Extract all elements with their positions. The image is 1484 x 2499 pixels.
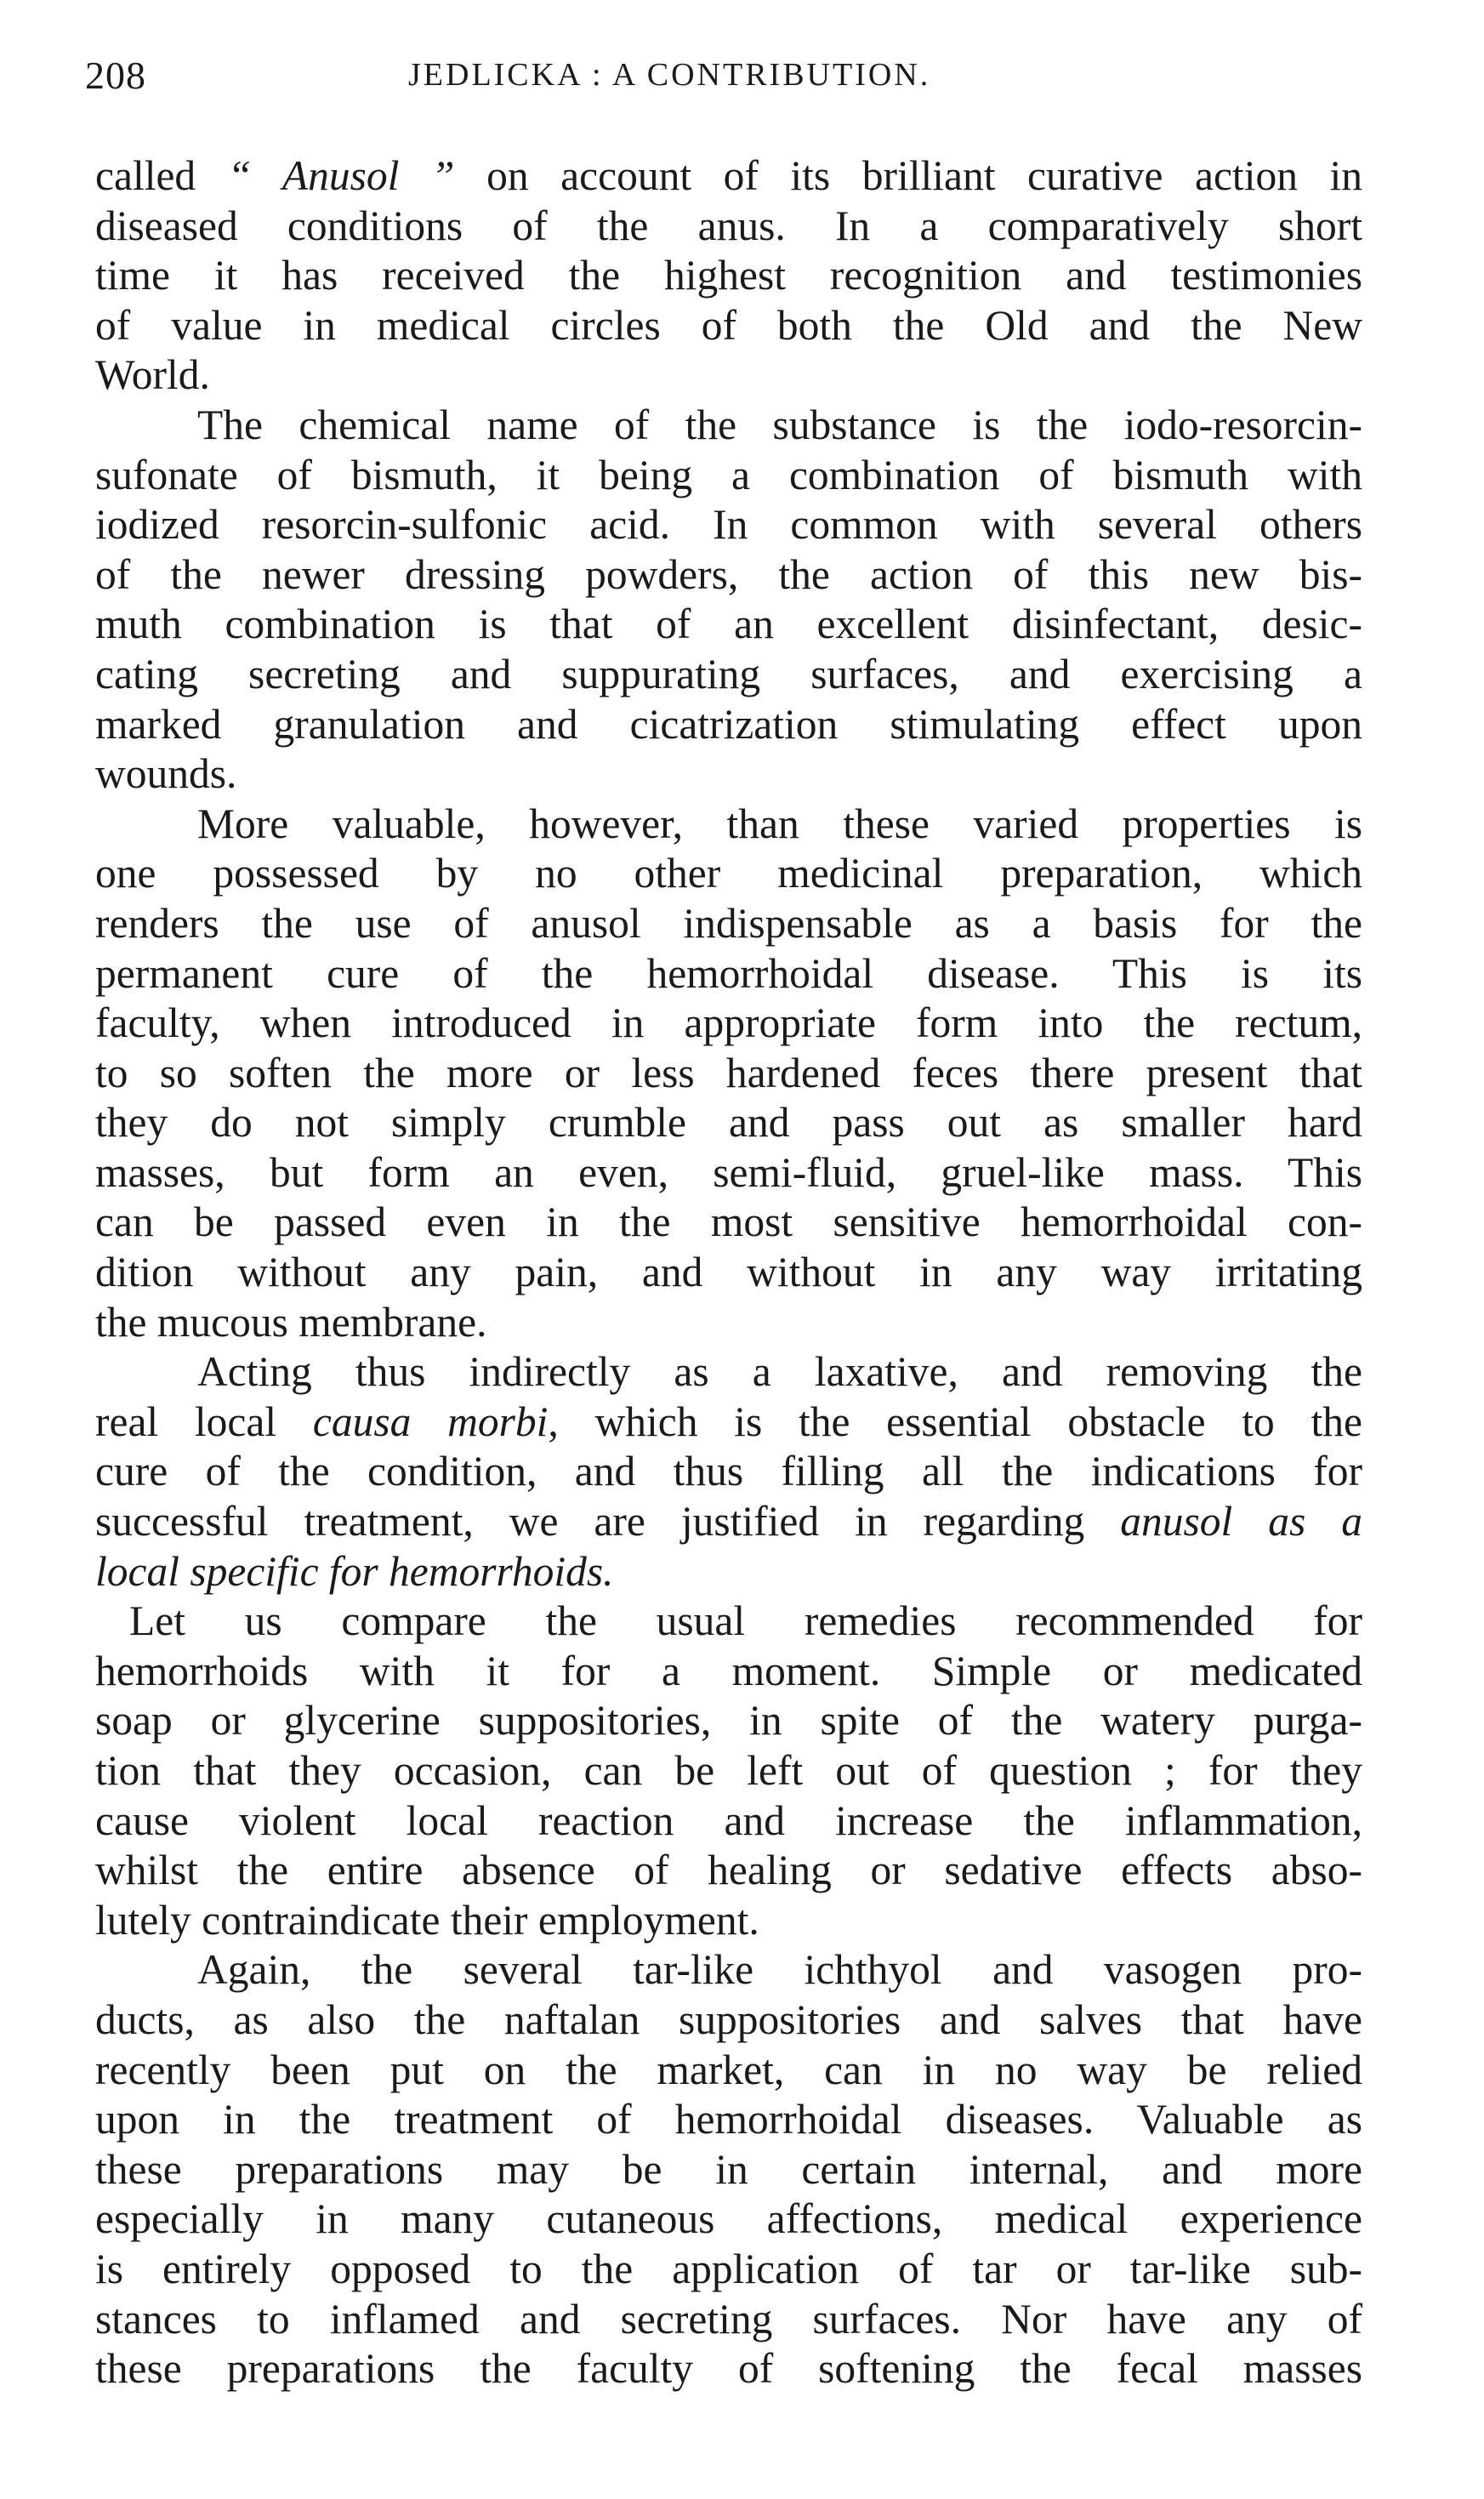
text-line: [95, 2295, 1362, 2345]
text-line: [95, 1447, 1362, 1497]
text-run: especially in many cutaneous affections, medical experience: [95, 2195, 1362, 2243]
italic-text: “ Anusol ”: [227, 152, 455, 199]
running-title: JEDLICKA : A CONTRIBUTION.: [408, 57, 931, 93]
text-line: [95, 1696, 1362, 1746]
text-line: [95, 401, 1362, 451]
text-line: [95, 1098, 1362, 1148]
text-run: time it has received the highest recognition and testimonies: [95, 252, 1362, 299]
text-line: [95, 2145, 1362, 2195]
italic-text: causa morbi: [312, 1398, 549, 1445]
text-run: iodized resorcin-sulfonic acid. In common with several others: [95, 501, 1362, 549]
text-run: the mucous membrane.: [95, 1298, 487, 1346]
text-run: they do not simply crumble and pass out as smaller hard: [95, 1099, 1362, 1147]
text-run: can be passed even in the most sensitive hemorrhoidal con-: [95, 1198, 1362, 1246]
text-line: [95, 151, 1362, 202]
text-line: [95, 301, 1362, 351]
text-run: called: [95, 152, 228, 199]
text-run: The chemical name of the substance is the iodo-resorcin-: [197, 401, 1362, 448]
text-line: [95, 202, 1362, 252]
text-line: [95, 650, 1362, 700]
text-run: cause violent local reaction and increase the inflammation,: [95, 1796, 1362, 1844]
paragraph: [95, 1945, 1362, 2394]
text-run: whilst the entire absence of healing or sedative effects abso-: [95, 1847, 1362, 1894]
text-run: real local: [95, 1398, 313, 1445]
text-run: tion that they occasion, can be left out of question ; for they: [95, 1747, 1362, 1794]
italic-text: local specific for hemorrhoids.: [95, 1547, 614, 1595]
body-text: [95, 151, 1362, 2394]
text-run: one possessed by no other medicinal preparation, which: [95, 850, 1362, 897]
text-line: [95, 1497, 1362, 1547]
text-run: hemorrhoids with it for a moment. Simple or medicated: [95, 1647, 1362, 1694]
text-line: [95, 2194, 1362, 2245]
text-run: diseased conditions of the anus. In a comparatively short: [95, 202, 1362, 249]
text-line: [95, 600, 1362, 650]
text-line: [95, 1945, 1362, 1995]
text-run: faculty, when introduced in appropriate form into the rectum,: [95, 999, 1362, 1047]
text-line: [95, 1049, 1362, 1099]
italic-text: anusol as a: [1120, 1498, 1362, 1546]
text-line: [95, 1298, 1362, 1348]
text-run: muth combination is that of an excellent disinfectant, desic-: [95, 601, 1362, 648]
text-line: [95, 1597, 1362, 1647]
running-head: [85, 53, 1416, 121]
text-line: [95, 350, 1362, 401]
paragraph: [95, 401, 1362, 800]
text-run: Acting thus indirectly as a laxative, and removing the: [197, 1348, 1362, 1396]
text-line: [95, 1248, 1362, 1298]
text-line: [95, 1746, 1362, 1796]
text-run: lutely contraindicate their employment.: [95, 1896, 759, 1944]
text-run: renders the use of anusol indispensable as a basis for the: [95, 899, 1362, 947]
text-line: [95, 2245, 1362, 2295]
text-run: to so soften the more or less hardened feces there present that: [95, 1049, 1362, 1096]
text-run: permanent cure of the hemorrhoidal disease. This is its: [95, 949, 1362, 997]
text-run: Let us compare the usual remedies recommended for: [129, 1597, 1362, 1645]
text-line: [95, 1148, 1362, 1198]
text-line: [95, 2095, 1362, 2145]
page-number: 208: [85, 54, 146, 97]
text-line: [95, 500, 1362, 550]
text-run: masses, but form an even, semi-fluid, gruel-like mass. This: [95, 1148, 1362, 1196]
text-line: [95, 1846, 1362, 1896]
text-run: cating secreting and suppurating surfaces, and exercising a: [95, 650, 1362, 697]
text-line: [95, 749, 1362, 800]
text-run: World.: [95, 351, 210, 399]
text-line: [95, 1547, 1362, 1597]
text-run: Again, the several tar-like ichthyol and vasogen pro-: [197, 1946, 1362, 1994]
text-line: [95, 251, 1362, 301]
text-line: [95, 1796, 1362, 1847]
text-run: , which is the essential obstacle to the: [548, 1398, 1362, 1445]
text-run: ducts, as also the naftalan suppositories and salves that have: [95, 1995, 1362, 2043]
text-line: [95, 849, 1362, 899]
text-line: [95, 451, 1362, 501]
text-run: these preparations the faculty of softening the fecal masses: [95, 2345, 1362, 2393]
text-run: is entirely opposed to the application of tar or tar-like sub-: [95, 2245, 1362, 2292]
text-run: on account of its brilliant curative action in: [454, 152, 1362, 199]
text-run: stances to inflamed and secreting surfaces. Nor have any of: [95, 2295, 1362, 2342]
text-run: wounds.: [95, 750, 237, 798]
text-line: [95, 999, 1362, 1049]
text-run: More valuable, however, than these varied properties is: [197, 800, 1362, 847]
text-line: [95, 1896, 1362, 1946]
text-line: [95, 2344, 1362, 2394]
text-line: [95, 800, 1362, 850]
paragraph: [95, 1597, 1362, 1945]
text-line: [95, 1647, 1362, 1697]
text-run: of the newer dressing powders, the action of this new bis-: [95, 550, 1362, 598]
text-run: recently been put on the market, can in no way be relied: [95, 2046, 1362, 2093]
text-run: of value in medical circles of both the Old and the New: [95, 301, 1362, 349]
text-line: [95, 1198, 1362, 1248]
text-run: soap or glycerine suppositories, in spite of the watery purga-: [95, 1697, 1362, 1745]
text-line: [95, 1347, 1362, 1398]
text-run: these preparations may be in certain internal, and more: [95, 2145, 1362, 2193]
text-run: cure of the condition, and thus filling all the indications for: [95, 1448, 1362, 1495]
text-run: successful treatment, we are justified in regarding: [95, 1498, 1121, 1546]
text-line: [95, 2046, 1362, 2096]
paragraph: [95, 1347, 1362, 1597]
text-run: dition without any pain, and without in any way irritating: [95, 1249, 1362, 1296]
text-line: [95, 700, 1362, 750]
text-line: [95, 1398, 1362, 1448]
paragraph: [95, 151, 1362, 401]
text-run: marked granulation and cicatrization stimulating effect upon: [95, 700, 1362, 748]
text-run: sufonate of bismuth, it being a combination of bismuth with: [95, 451, 1362, 498]
text-line: [95, 899, 1362, 949]
text-line: [95, 550, 1362, 601]
text-line: [95, 1995, 1362, 2046]
text-run: upon in the treatment of hemorrhoidal diseases. Valuable as: [95, 2096, 1362, 2143]
paragraph: [95, 800, 1362, 1348]
text-line: [95, 949, 1362, 999]
